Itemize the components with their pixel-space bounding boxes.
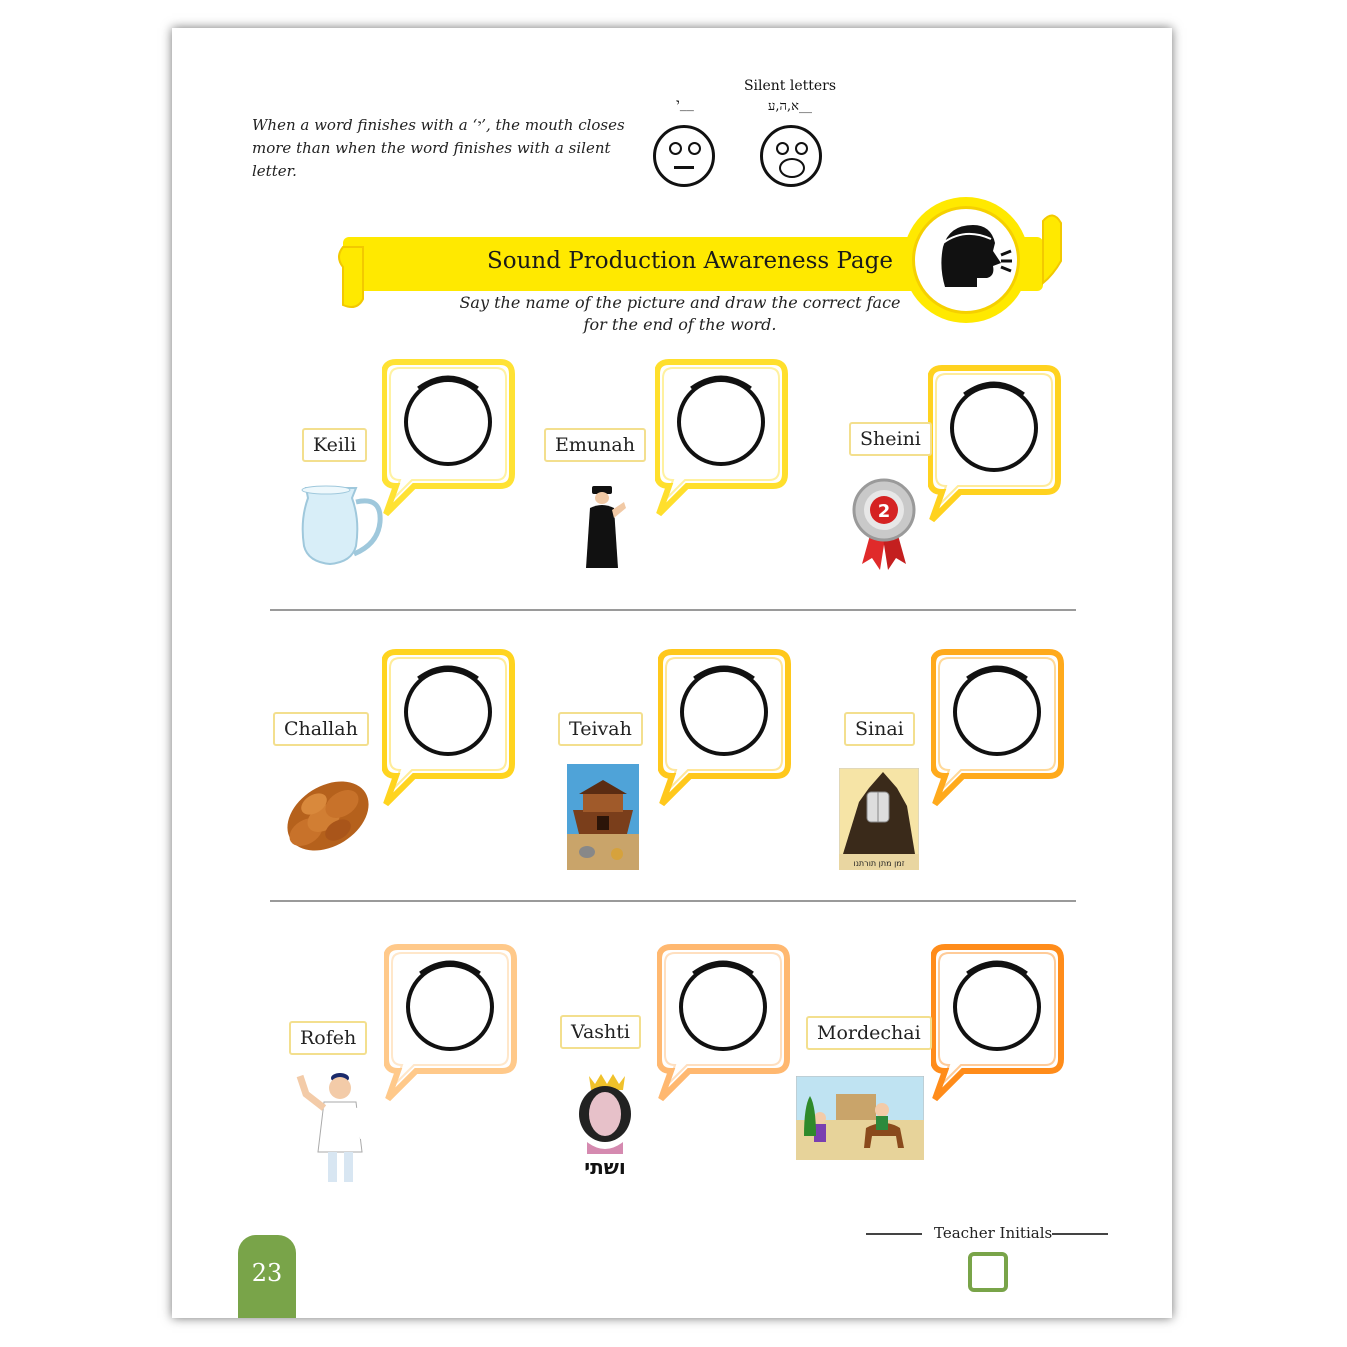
silent-letters: א,ה,ע__ (768, 99, 812, 114)
word-label-emunah: Emunah (544, 428, 646, 462)
pitcher-icon (296, 482, 386, 568)
noahs-ark-icon (567, 764, 639, 870)
teacher-initials-box[interactable] (968, 1252, 1008, 1292)
challah-bread-icon (278, 770, 378, 862)
medal-number: 2 (877, 501, 891, 522)
speech-bubble (931, 943, 1065, 1109)
word-label-challah: Challah (273, 712, 369, 746)
word-label-sinai: Sinai (844, 712, 915, 746)
face-drawing-circle[interactable] (955, 965, 1039, 1049)
speech-bubble (657, 943, 791, 1109)
word-label-teivah: Teivah (558, 712, 643, 746)
speech-bubble (928, 364, 1062, 530)
sinai-caption: זמן מתן תורתנו (853, 859, 905, 868)
word-label-sheini: Sheini (849, 422, 932, 456)
praying-man-icon (584, 484, 628, 570)
face-drawing-circle[interactable] (952, 386, 1036, 470)
mount-sinai-icon (839, 768, 919, 870)
yud-label: י__ (676, 96, 694, 112)
speech-bubble (382, 648, 516, 814)
teacher-initials-label: Teacher Initials (934, 1224, 1053, 1242)
word-label-mordechai: Mordechai (806, 1016, 932, 1050)
queen-vashti-icon (567, 1068, 643, 1180)
row-divider (270, 609, 1076, 611)
page-number: 23 (238, 1235, 296, 1318)
page-title: Sound Production Awareness Page (487, 248, 893, 274)
closed-mouth-face-icon (653, 125, 715, 187)
speech-bubble (655, 358, 789, 524)
instructions (430, 292, 930, 336)
speech-bubble (658, 648, 792, 814)
word-label-rofeh: Rofeh (289, 1021, 367, 1055)
speech-bubble (382, 358, 516, 524)
face-drawing-circle[interactable] (955, 670, 1039, 754)
face-drawing-circle[interactable] (681, 965, 765, 1049)
speech-bubble (384, 943, 518, 1109)
face-drawing-circle[interactable] (682, 670, 766, 754)
doctor-icon (294, 1068, 370, 1188)
face-drawing-circle[interactable] (406, 670, 490, 754)
intro-text: When a word finishes with a ‘י’, the mouth closes more than when the word finishes with a silent letter. (252, 116, 625, 180)
vashti-caption: ושתי (584, 1155, 626, 1179)
row-divider (270, 900, 1076, 902)
instruction-line-2: for the end of the word. (583, 315, 777, 334)
second-place-medal-icon (852, 478, 916, 574)
mordechai-horse-icon (796, 1076, 924, 1160)
initials-line-right (1052, 1233, 1108, 1235)
face-drawing-circle[interactable] (679, 380, 763, 464)
silent-letters-title: Silent letters (743, 78, 837, 94)
face-drawing-circle[interactable] (406, 380, 490, 464)
speech-bubble (931, 648, 1065, 814)
instruction-line-1: Say the name of the picture and draw the correct face (459, 293, 901, 312)
face-drawing-circle[interactable] (408, 965, 492, 1049)
initials-line-left (866, 1233, 922, 1235)
word-label-vashti: Vashti (560, 1015, 641, 1049)
open-mouth-face-icon (760, 125, 822, 187)
word-label-keili: Keili (302, 428, 367, 462)
